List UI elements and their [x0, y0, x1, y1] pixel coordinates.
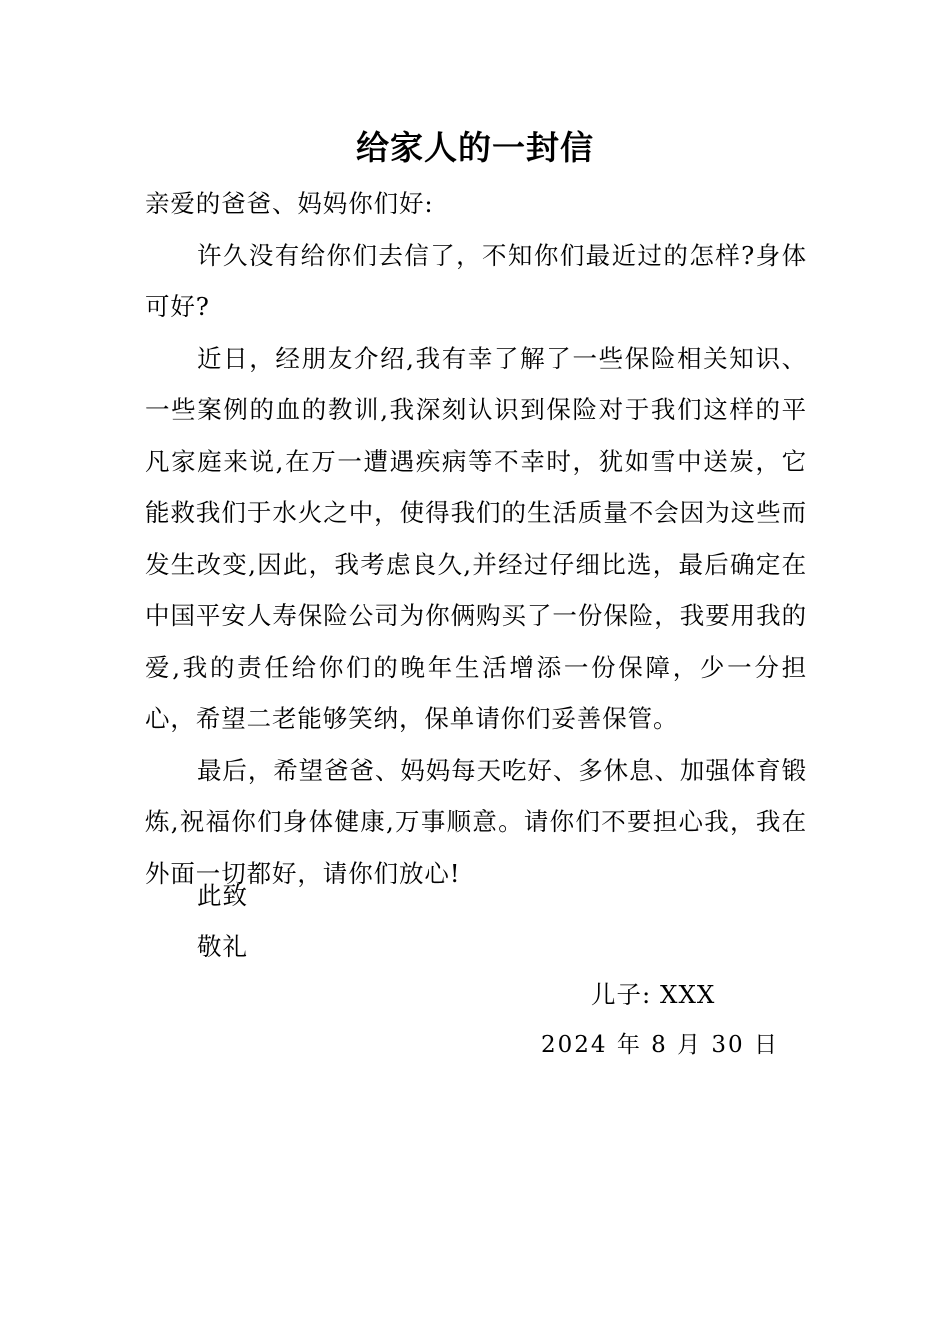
letter-paragraph-3: 最后，希望爸爸、妈妈每天吃好、多休息、加强体育锻炼,祝福你们身体健康,万事顺意。请你们不要担心我，我在外面一切都好，请你们放心! — [145, 755, 807, 888]
letter-body — [145, 178, 807, 899]
letter-signature: 儿子: XXX — [591, 980, 716, 1009]
closing-regards: 敬礼 — [197, 932, 248, 961]
letter-title: 给家人的一封信 — [356, 128, 594, 167]
closing-salutation: 此致 — [197, 881, 248, 910]
letter-paragraph-1: 许久没有给你们去信了，不知你们最近过的怎样?身体可好? — [145, 240, 807, 321]
letter-greeting: 亲爱的爸爸、妈妈你们好: — [145, 189, 434, 218]
letter-paragraph-2: 近日，经朋友介绍,我有幸了解了一些保险相关知识、一些案例的血的教训,我深刻认识到保险对于我们这样的平凡家庭来说,在万一遭遇疾病等不幸时，犹如雪中送炭，它能救我们于水火之中，使得我们的生活质量不会因为这些而发生改变,因此，我考虑良久,并经过仔细比选，最后确定在中国平安人寿保险公司为你俩购买了一份保险，我要用我的爱,我的责任给你们的晚年生活增添一份保障，少一分担心，希望二老能够笑纳，保单请你们妥善保管。 — [145, 343, 807, 733]
letter-date: 2024 年 8 月 30 日 — [541, 1032, 779, 1058]
